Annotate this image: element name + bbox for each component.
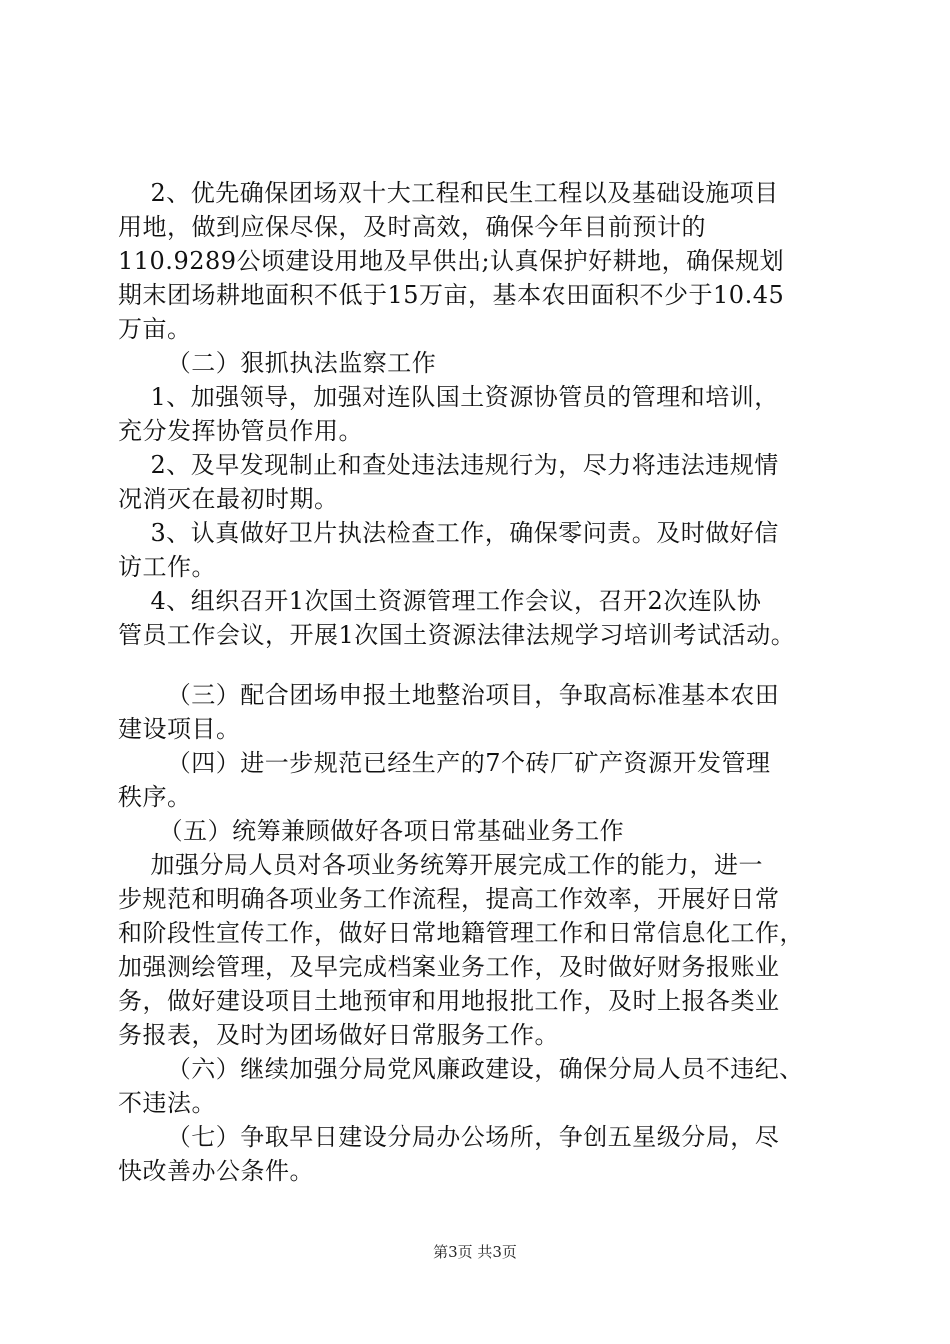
body-text-line: 充分发挥协管员作用。 (118, 417, 363, 445)
page-number-footer: 第3页 共3页 (433, 1243, 517, 1261)
body-text-line: 步规范和明确各项业务工作流程，提高工作效率，开展好日常 (118, 885, 780, 913)
body-text-line: 建设项目。 (118, 715, 241, 743)
body-text-line: 加强测绘管理，及早完成档案业务工作，及时做好财务报账业 (118, 953, 780, 981)
body-text-line: 期末团场耕地面积不低于15万亩，基本农田面积不少于10.45 (118, 281, 785, 309)
body-text-line: 快改善办公条件。 (118, 1157, 314, 1185)
body-text-line: 不违法。 (118, 1089, 216, 1117)
section-heading: （七）争取早日建设分局办公场所，争创五星级分局，尽 (118, 1123, 780, 1151)
body-text-line: 1、加强领导，加强对连队国土资源协管员的管理和培训， (118, 383, 779, 411)
body-text-line: 访工作。 (118, 553, 216, 581)
body-text-line: 用地，做到应保尽保，及时高效，确保今年目前预计的 (118, 213, 706, 241)
section-heading: （五）统筹兼顾做好各项日常基础业务工作 (118, 817, 625, 845)
body-text-line: 管员工作会议，开展1次国土资源法律法规学习培训考试活动。 (118, 621, 796, 649)
section-heading: （二）狠抓执法监察工作 (118, 349, 437, 377)
body-text-line: 加强分局人员对各项业务统筹开展完成工作的能力，进一 (118, 851, 764, 879)
body-text-line: 2、优先确保团场双十大工程和民生工程以及基础设施项目 (118, 179, 779, 207)
body-text-line: 和阶段性宣传工作，做好日常地籍管理工作和日常信息化工作， (118, 919, 804, 947)
section-heading: （六）继续加强分局党风廉政建设，确保分局人员不违纪、 (118, 1055, 804, 1083)
body-text-line: 万亩。 (118, 315, 192, 343)
body-text-line: 110.9289公顷建设用地及早供出;认真保护好耕地，确保规划 (118, 247, 785, 275)
section-heading: （三）配合团场申报土地整治项目，争取高标准基本农田 (118, 681, 780, 709)
body-text-line: 3、认真做好卫片执法检查工作，确保零问责。及时做好信 (118, 519, 779, 547)
body-text-line: 务，做好建设项目土地预审和用地报批工作，及时上报各类业 (118, 987, 780, 1015)
body-text-line: 况消灭在最初时期。 (118, 485, 339, 513)
body-text-line: 2、及早发现制止和查处违法违规行为，尽力将违法违规情 (118, 451, 779, 479)
body-text-line: 秩序。 (118, 783, 192, 811)
body-text-line: 4、组织召开1次国土资源管理工作会议，召开2次连队协 (118, 587, 762, 615)
section-heading: （四）进一步规范已经生产的7个砖厂矿产资源开发管理 (118, 749, 771, 777)
body-text-line: 务报表，及时为团场做好日常服务工作。 (118, 1021, 559, 1049)
